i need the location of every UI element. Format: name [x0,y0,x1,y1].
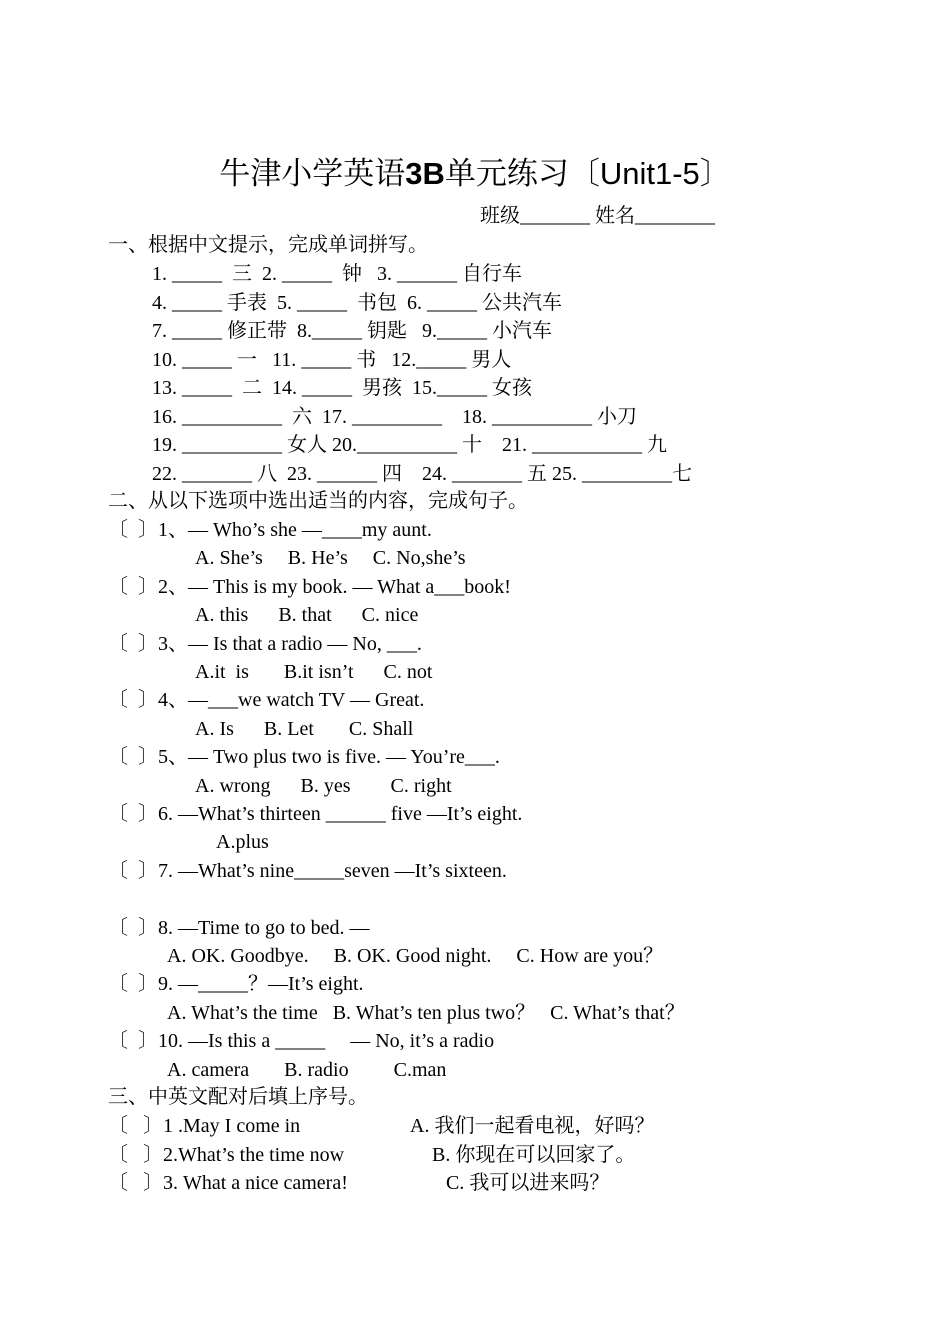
spelling-line: 7. _____ 修正带 8._____ 钥匙 9._____ 小汽车 [152,320,552,342]
question-line: 〔 〕8. —Time to go to bed. — [108,916,370,939]
spelling-line: 19. __________ 女人 20.__________ 十 21. ___________ 九 [152,434,667,456]
question-line: 〔 〕1、— Who’s she —____my aunt. [108,519,432,541]
question-line: 〔 〕6. —What’s thirteen ______ five —It’s eight. [108,803,523,825]
spelling-line: 22. _______ 八 23. ______ 四 24. _______ 五 25. _________七 [152,462,692,485]
page-title: 牛津小学英语3B单元练习〔Unit1-5〕 [219,156,731,191]
options-line: A.it is B.it isn’t C. not [195,661,433,683]
spelling-line: 4. _____ 手表 5. _____ 书包 6. _____ 公共汽车 [152,291,562,314]
options-line: A. What’s the time B. What’s ten plus two？ C. What’s that？ [167,1001,685,1024]
options-line: A. Is B. Let C. Shall [195,717,414,740]
match-chinese: A. 我们一起看电视，好吗？ [410,1115,655,1137]
question-line: 〔 〕9. —_____？—It’s eight. [108,973,364,996]
options-line: A. OK. Goodbye. B. OK. Good night. C. How are you？ [167,945,664,967]
section2-heading: 二、从以下选项中选出适当的内容，完成句子。 [108,490,528,512]
class-name-line: 班级_______ 姓名________ [480,205,715,227]
options-line: A.plus [216,831,269,854]
question-line: 〔 〕4、—___we watch TV — Great. [108,689,425,712]
match-english: 〔 〕2.What’s the time now [108,1143,345,1166]
question-line: 〔 〕10. —Is this a _____ — No, it’s a radio [108,1030,495,1053]
spelling-line: 10. _____ 一 11. _____ 书 12._____ 男人 [152,348,512,371]
spelling-line: 1. _____ 三 2. _____ 钟 3. ______ 自行车 [152,263,522,285]
question-line: 〔 〕5、— Two plus two is five. — You’re___. [108,746,500,769]
options-line: A. camera B. radio C.man [167,1058,447,1081]
section3-heading: 三、中英文配对后填上序号。 [108,1086,368,1108]
section1-heading: 一、根据中文提示，完成单词拼写。 [108,234,428,256]
options-line: A. this B. that C. nice [195,604,419,627]
match-english: 〔 〕1 .May I come in [108,1115,301,1137]
question-line: 〔 〕2、— This is my book. — What a___book! [108,575,511,598]
question-line: 〔 〕7. —What’s nine_____seven —It’s sixteen. [108,859,507,882]
options-line: A. She’s B. He’s C. No,she’s [195,547,466,570]
options-line: A. wrong B. yes C. right [195,774,452,797]
match-chinese: B. 你现在可以回家了。 [432,1143,636,1166]
spelling-line: 13. _____ 二 14. _____ 男孩 15._____ 女孩 [152,377,532,399]
spelling-line: 16. __________ 六 17. _________ 18. __________ 小刀 [152,405,637,428]
match-chinese: C. 我可以进来吗？ [446,1172,610,1194]
match-english: 〔 〕3. What a nice camera! [108,1172,348,1194]
question-line: 〔 〕3、— Is that a radio — No, ___. [108,632,422,655]
